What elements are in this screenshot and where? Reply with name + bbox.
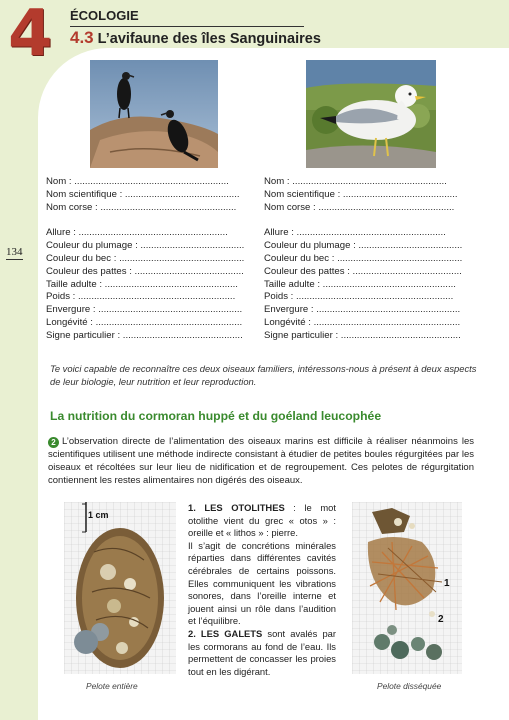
form-field: Couleur du plumage : ....................................... xyxy=(46,240,245,252)
cormorant-photo xyxy=(90,60,218,168)
form-field: Nom corse : ................................................... xyxy=(46,201,237,213)
form-field: Allure : ........................................................ xyxy=(264,227,446,239)
scale-label: 1 cm xyxy=(88,510,109,520)
header-rule xyxy=(70,26,304,27)
galets-text: sont avalés par les cormorans au fond de l’eau. Ils permettent de concasser les proies tout en les digérant. xyxy=(188,627,336,677)
form-field: Couleur du plumage : ....................................... xyxy=(264,240,463,252)
form-right xyxy=(264,176,474,343)
paragraph-text: L’observation directe de l’alimentation des oiseaux marins est difficile à réaliser néanmoins les scientifiques utilisent une méthode indirecte consistant à étudier de petites boules régurgitées par les oiseaux et récoltées sur leur lieu de nidification et de regroupement. Ces pelotes de régurgitation contiennent les restes alimentaires non digérés des oiseaux. xyxy=(48,436,474,486)
form-field: Nom corse : ................................................... xyxy=(264,201,455,213)
form-field: Longévité : ....................................................... xyxy=(264,316,461,328)
form-field: Couleur des pattes : ......................................... xyxy=(264,265,462,277)
dissected-pellet-photo xyxy=(352,502,462,674)
form-field: Nom : .......................................................... xyxy=(264,176,447,187)
gull-photo xyxy=(306,60,436,168)
form-field: Longévité : ....................................................... xyxy=(46,316,243,328)
galets-title: 2. LES GALETS xyxy=(188,627,263,639)
otolithes-text-column xyxy=(188,502,336,678)
subtitle-text: L’avifaune des îles Sanguinaires xyxy=(97,31,321,47)
whole-pellet-photo xyxy=(64,502,176,674)
form-field: Signe particulier : ............................................. xyxy=(46,329,243,341)
caption-dissected-pellet: Pelote disséquée xyxy=(377,681,442,691)
form-field: Nom scientifique : ........................................... xyxy=(264,188,458,200)
label-2: 2 xyxy=(438,614,444,625)
section-label: ÉCOLOGIE xyxy=(70,8,139,23)
form-field: Signe particulier : ............................................. xyxy=(264,329,461,341)
form-left xyxy=(46,176,256,343)
form-field: Couleur du bec : ............................................... xyxy=(46,252,245,264)
intro-text: Te voici capable de reconnaître ces deux oiseaux familiers, intéressons-nous à présent à deux aspects de leur biologie, leur nutrition et leur reproduction. xyxy=(50,363,477,387)
form-field: Couleur du bec : ............................................... xyxy=(264,252,463,264)
form-field: Couleur des pattes : ......................................... xyxy=(46,265,244,277)
form-field: Envergure : ...................................................... xyxy=(264,304,461,316)
section-heading: La nutrition du cormoran huppé et du goéland leucophée xyxy=(50,409,382,423)
form-field: Envergure : ...................................................... xyxy=(46,304,243,316)
otolithes-title: 1. LES OTOLITHES xyxy=(188,502,285,513)
form-field: Allure : ........................................................ xyxy=(46,227,228,239)
form-field: Poids : ........................................................... xyxy=(264,291,454,303)
subtitle-number: 4.3 xyxy=(70,28,94,47)
form-field: Poids : ........................................................... xyxy=(46,291,236,303)
form-field: Nom scientifique : ........................................... xyxy=(46,188,240,200)
left-band xyxy=(0,0,38,720)
bullet-number: 2 xyxy=(48,437,59,448)
label-1: 1 xyxy=(444,578,450,589)
page-number: 134 xyxy=(6,246,23,258)
otolithes-text-2: Il s’agit de concrétions minérales réparties dans différentes cavités cérébrales de certains poissons. Elles communiquent les vibrations sonores, dans l’oreille interne et jouent ainsi un rôle dans l’audition et l’équilibre. xyxy=(188,539,336,627)
page-subtitle xyxy=(70,28,321,48)
caption-whole-pellet: Pelote entière xyxy=(86,681,138,691)
body-paragraph xyxy=(48,435,474,487)
form-field: Taille adulte : .................................................. xyxy=(46,278,238,290)
chapter-number: 4 xyxy=(8,0,53,71)
otolithes-text-1: : le mot otolithe vient du grec « otos » : oreille et « lithos » : pierre. xyxy=(188,502,336,539)
form-field: Taille adulte : .................................................. xyxy=(264,278,456,290)
form-field: Nom : .......................................................... xyxy=(46,176,229,187)
